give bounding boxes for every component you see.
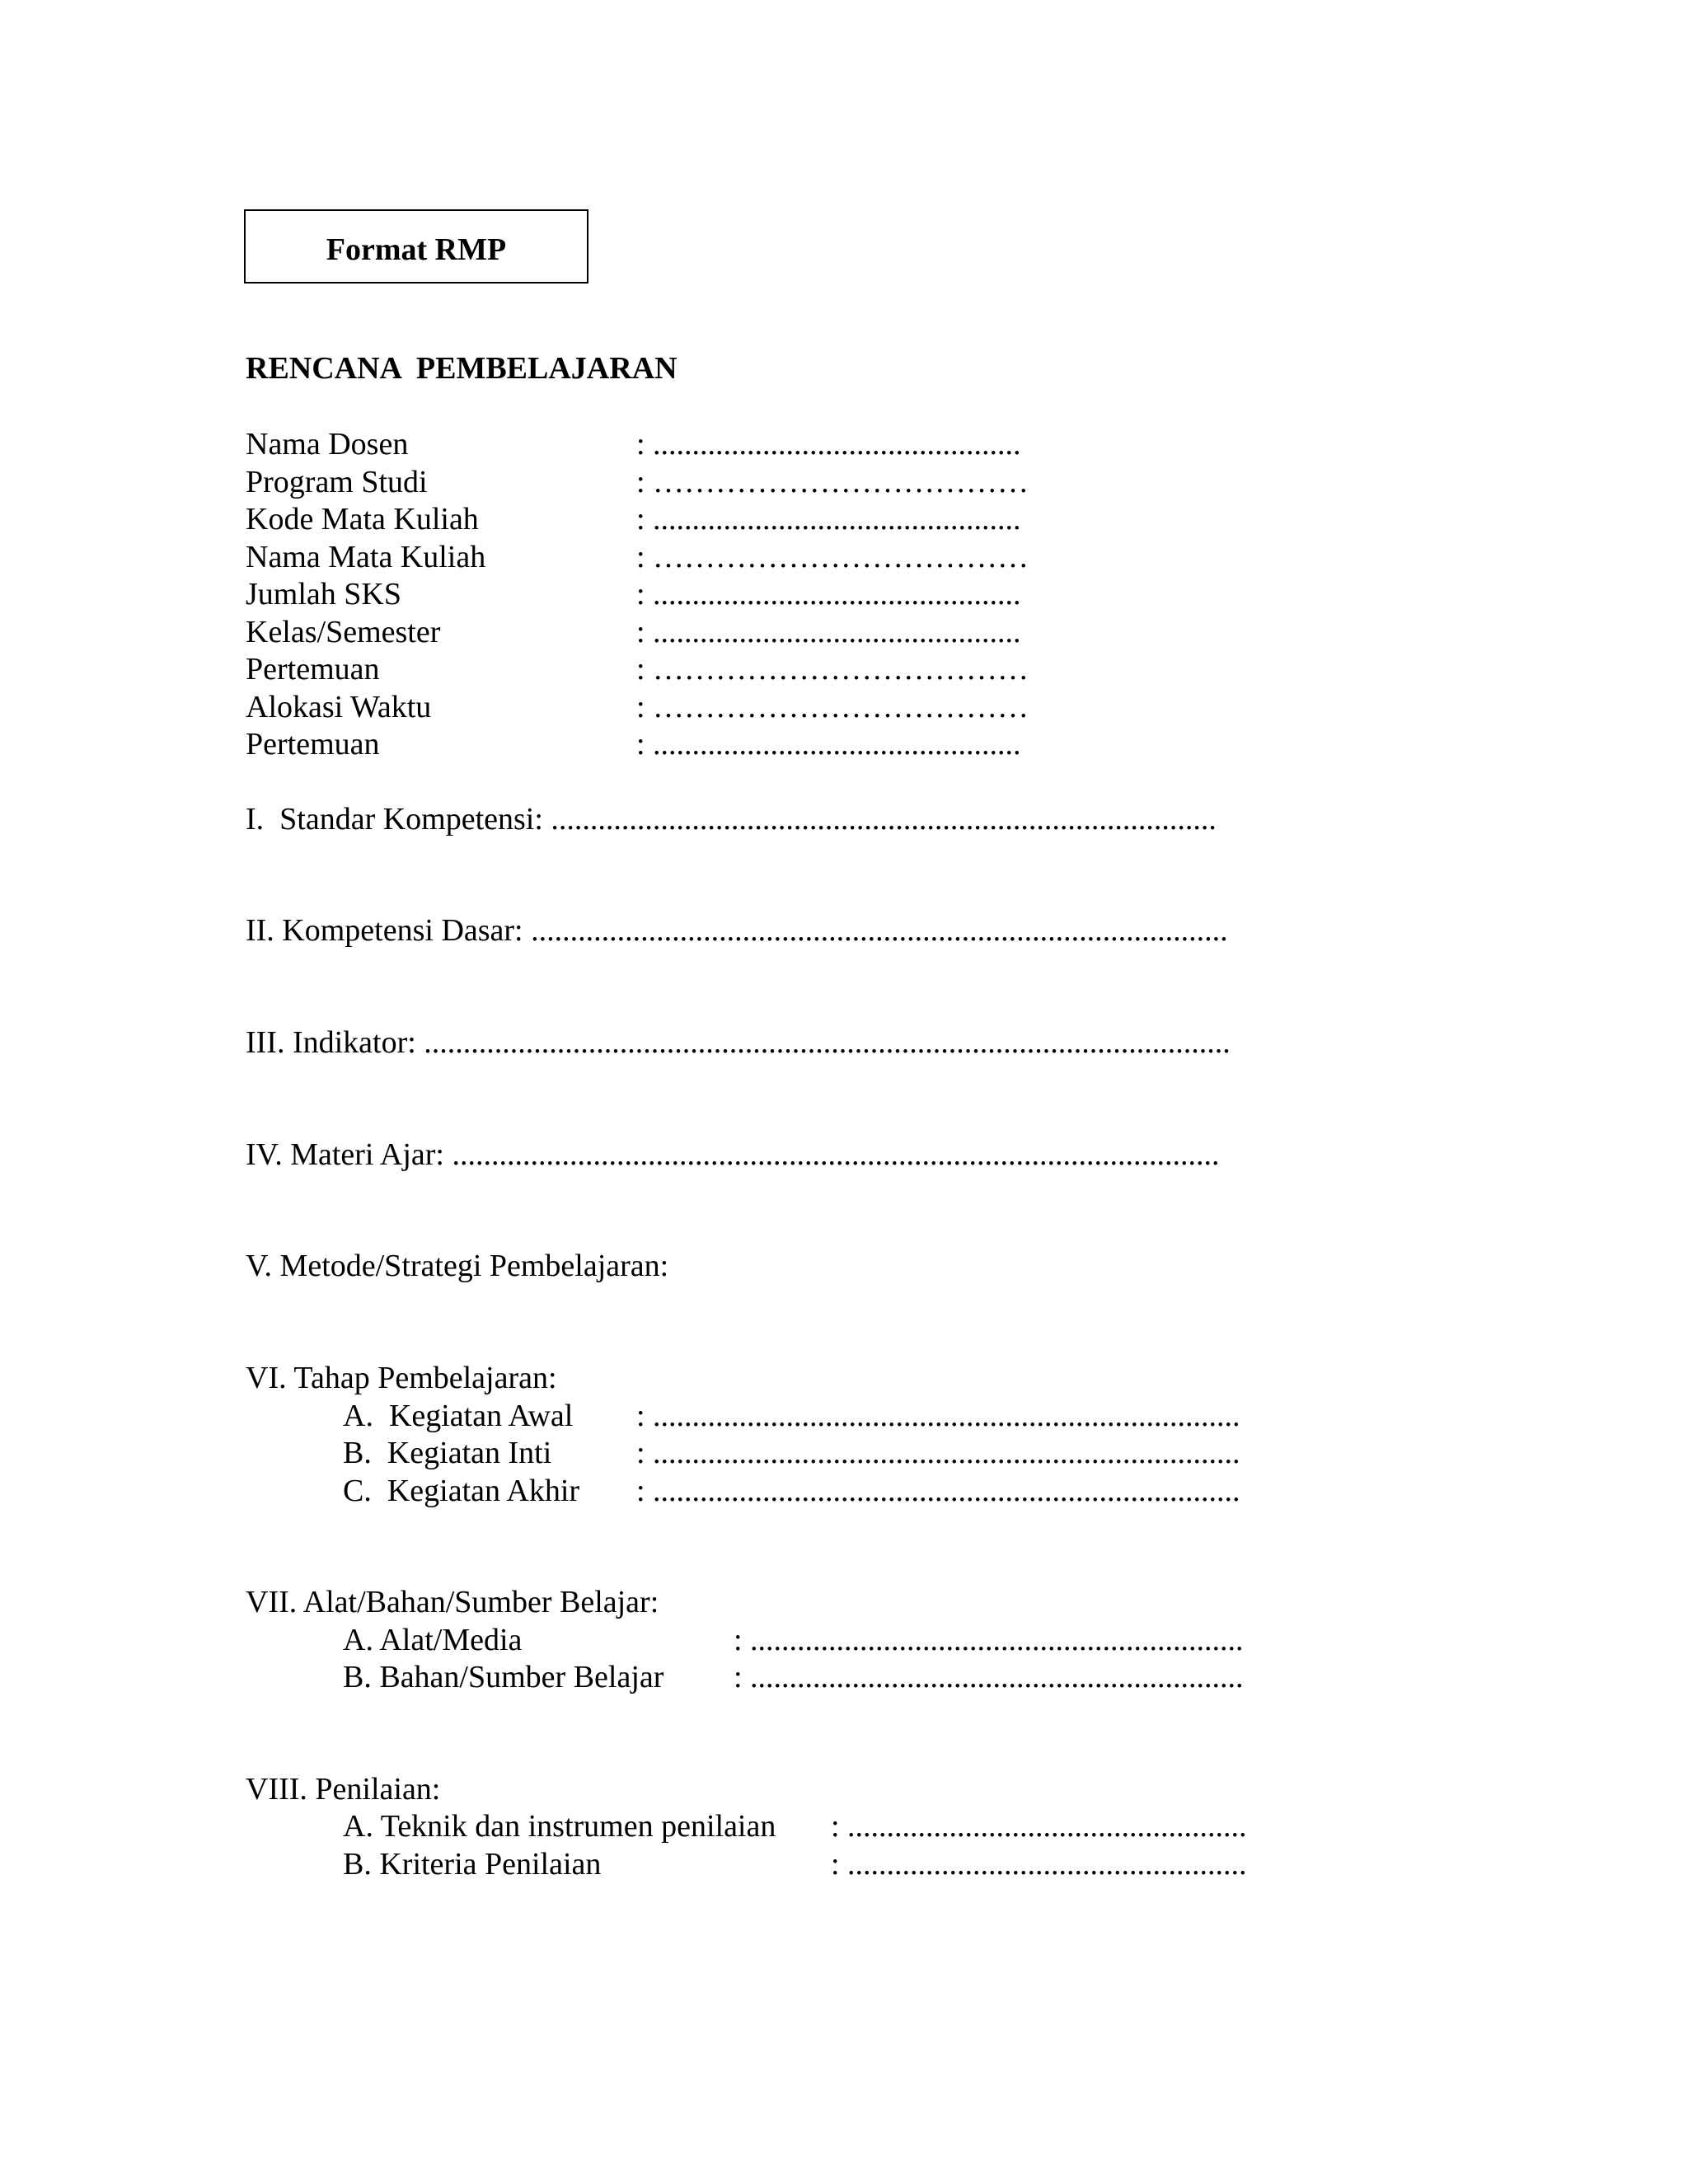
alat-item-value-media: : ............................................................... [734, 1623, 1244, 1657]
penilaian-item-value-kriteria: : ................................................... [831, 1847, 1247, 1882]
tahap-item-value-inti: : ........................................................................... [636, 1436, 1240, 1470]
penilaian-item-label-kriteria: B. Kriteria Penilaian [343, 1847, 602, 1882]
section-kompetensi-dasar: II. Kompetensi Dasar: ......................................................................................... [246, 913, 1228, 948]
field-label-nama-mata-kuliah: Nama Mata Kuliah [246, 540, 486, 574]
field-label-jumlah-sks: Jumlah SKS [246, 577, 401, 612]
section-penilaian: VIII. Penilaian: [246, 1772, 441, 1807]
field-value-program-studi: : ……………………………… [636, 465, 1029, 499]
section-tahap-pembelajaran: VI. Tahap Pembelajaran: [246, 1361, 557, 1395]
field-value-nama-dosen: : ............................................... [636, 427, 1021, 462]
section-metode-strategi: V. Metode/Strategi Pembelajaran: [246, 1249, 669, 1283]
tahap-item-label-akhir: C. Kegiatan Akhir [343, 1474, 580, 1508]
field-label-kelas-semester: Kelas/Semester [246, 615, 441, 649]
field-label-pertemuan: Pertemuan [246, 652, 380, 687]
document-title: RENCANA PEMBELAJARAN [246, 351, 678, 386]
field-label-alokasi-waktu: Alokasi Waktu [246, 690, 432, 724]
format-box-label: Format RMP [326, 232, 507, 267]
field-label-nama-dosen: Nama Dosen [246, 427, 409, 462]
field-label-program-studi: Program Studi [246, 465, 428, 499]
field-value-jumlah-sks: : ............................................... [636, 577, 1021, 612]
field-value-kode-mata-kuliah: : ............................................... [636, 502, 1021, 537]
field-value-alokasi-waktu: : ……………………………… [636, 690, 1029, 724]
field-value-pertemuan: : ……………………………… [636, 652, 1029, 687]
alat-item-label-media: A. Alat/Media [343, 1623, 523, 1657]
field-value-nama-mata-kuliah: : ……………………………… [636, 540, 1029, 574]
penilaian-item-value-teknik: : ................................................... [831, 1809, 1247, 1844]
format-box [244, 209, 588, 284]
field-value-kelas-semester: : ............................................... [636, 615, 1021, 649]
section-standar-kompetensi: I. Standar Kompetensi: ..................................................................................... [246, 802, 1217, 837]
alat-item-value-bahan: : ............................................................... [734, 1660, 1244, 1694]
alat-item-label-bahan: B. Bahan/Sumber Belajar [343, 1660, 664, 1694]
penilaian-item-label-teknik: A. Teknik dan instrumen penilaian [343, 1809, 776, 1844]
field-label-pertemuan-2: Pertemuan [246, 727, 380, 762]
tahap-item-value-awal: : ........................................................................... [636, 1399, 1240, 1433]
section-materi-ajar: IV. Materi Ajar: .................................................................................................. [246, 1137, 1220, 1172]
section-alat-bahan-sumber: VII. Alat/Bahan/Sumber Belajar: [246, 1585, 659, 1619]
field-label-kode-mata-kuliah: Kode Mata Kuliah [246, 502, 479, 537]
tahap-item-label-inti: B. Kegiatan Inti [343, 1436, 552, 1470]
section-indikator: III. Indikator: ....................................................................................................... [246, 1025, 1231, 1060]
field-value-pertemuan-2: : ............................................... [636, 727, 1021, 762]
tahap-item-label-awal: A. Kegiatan Awal [343, 1399, 574, 1433]
tahap-item-value-akhir: : ........................................................................... [636, 1474, 1240, 1508]
